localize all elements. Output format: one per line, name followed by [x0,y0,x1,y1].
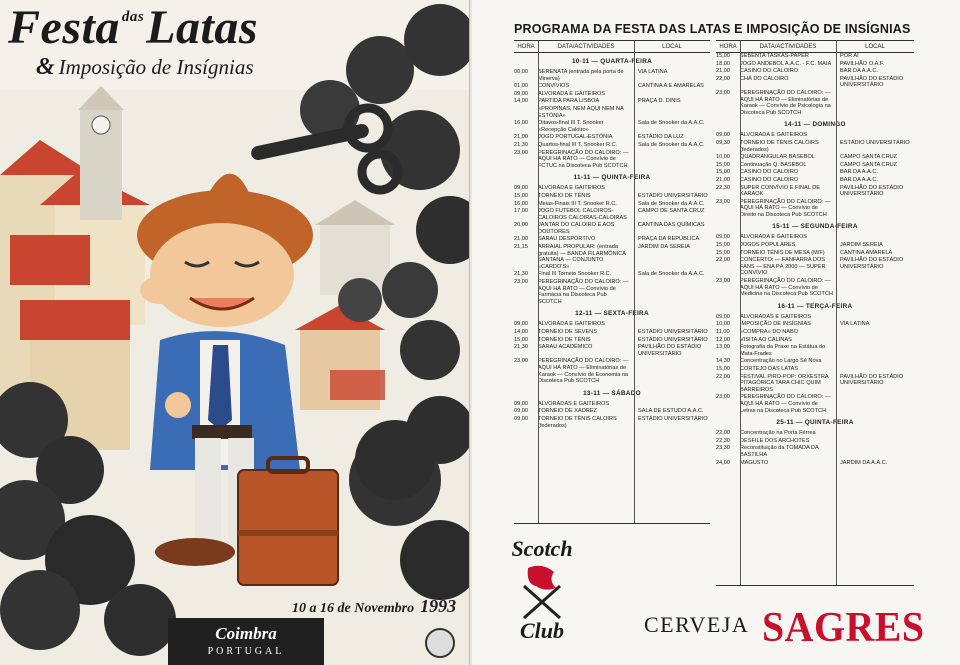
row-activity: ALVORADA E GAITEIROS [538,185,606,192]
row-activity: ALVORADA E GAITEIROS [538,90,606,97]
schedule-row [716,445,914,458]
row-time: 11,00 [716,329,730,335]
schedule-row [514,344,710,357]
row-activity: SERENATA (entrada pela porta de Minerva) [538,69,624,82]
country-name: PORTUGAL [207,646,285,657]
row-activity: ALVORADA E GAITEIROS [740,132,808,139]
cerveja-label: CERVEJA [644,612,750,637]
row-time: 16,00 [514,120,528,127]
row-location [634,401,710,408]
row-location [634,150,710,170]
row-location [634,358,710,384]
schedule-row [716,366,914,373]
row-activity: SEBENTA TASKAS-PAPER [740,53,809,59]
row-time: 09,00 [514,400,528,407]
row-activity: PEREGRINAÇÃO DO CALOIRO: — AQUI HÁ RATO — Convívio de FCTUC na Discoteca Pub SCOTCH [538,149,629,169]
row-time: 15,00 [716,242,730,249]
row-location [836,132,914,139]
row-time: 21,00 [716,68,730,75]
row-activity: MAGUSTO [740,459,769,466]
row-time: 14,30 [716,358,730,365]
row-time: 09,00 [514,90,528,97]
schedule-row [716,53,914,60]
row-location: SALA DE ESTUDO A.A.C. [638,408,704,415]
row-location: CAMPO DE SANTA CRUZ [638,208,705,215]
row-activity: VISITA AO CALINAS [740,336,792,343]
row-activity: ALVORADAS E GAITEIROS [740,313,812,320]
schedule-row [716,344,914,357]
schedule-row [514,193,710,200]
row-activity: SARAU DESPORTIVO [538,236,596,243]
row-time: 15,00 [716,249,730,256]
schedule-row [514,358,710,384]
row-activity: PEREGRINAÇÃO DO CALOIRO: — AQUI HÁ RATO — Convívio de Direito na Discoteca Pub SCOTCH [740,198,831,218]
row-activity: TORNEIO DE TÉNIS [538,336,591,343]
row-time: 12,00 [716,336,730,343]
row-location [634,279,710,305]
row-location: Sala de Snooker da A.A.C. [638,120,705,127]
schedule-row [514,337,710,344]
schedule-row [514,222,710,235]
schedule-row [716,278,914,298]
row-time: 22,30 [716,437,730,444]
schedule-row [716,438,914,445]
row-time: 09,00 [716,132,730,139]
schedule-row [514,208,710,221]
row-location [836,344,914,357]
schedule-row [514,142,710,149]
schedule-row [716,68,914,75]
schedule-row [716,430,914,437]
row-activity: CASINO DO CALOIRO [740,68,799,75]
row-time: 09,00 [716,234,730,241]
row-time: 21,30 [514,344,528,351]
row-activity: TORNEIO DE XADREZ [538,408,597,415]
schedule-row [716,185,914,198]
row-location: ESTÁDIO UNIVERSITÁRIO [840,139,910,146]
program-title: PROGRAMA DA FESTA DAS LATAS E IMPOSIÇÃO DE INSÍGNIAS [514,22,911,36]
row-time: 09,00 [514,408,528,415]
row-time: 17,00 [514,208,528,215]
row-location [634,321,710,328]
row-time: 22,00 [716,257,730,264]
row-activity: JOGO PORTUGAL-ESTÓNIA [538,134,613,141]
schedule-row [514,150,710,170]
day-heading: 13-11 — SÁBADO [583,389,641,397]
row-activity: Quartos-final III T. Snooker R.C. [538,141,618,148]
row-time: 15,00 [716,53,730,59]
row-location: CAMPO SANTA CRUZ [840,154,898,161]
schedule-row [716,257,914,277]
schedule-row [716,321,914,328]
schedule-row [514,185,710,192]
row-time: 14,00 [514,98,528,105]
row-location: ESTÁDIO UNIVERSITÁRIO [638,192,708,199]
row-activity: IMPOSIÇÃO DE INSÍGNIAS [740,321,811,328]
row-activity: Meias-Finais III T. Snooker R.C. [538,200,617,207]
program-page [472,0,960,665]
row-time: 22,00 [716,430,730,437]
row-activity: CONCERTO: — FANFARRA DOS FANS — ENA PÁ 2000 — SUPER CONVÍVIO [740,257,826,277]
row-activity: TORNEIO DE TÉNIS CALOIRS (federados) [740,139,819,153]
row-activity: PEREGRINAÇÃO DO CALOIRO: — AQUI HÁ RATO — Eliminatórias de Karaok — Convívio de Economia na Discoteca Pub SCOTCH [538,358,629,385]
row-location: BAR DA A.A.C. [840,169,878,176]
schedule-row [514,106,710,119]
row-location [836,394,914,414]
schedule-row [514,83,710,90]
schedule-row [514,201,710,208]
schedule-row [514,401,710,408]
row-location: CANTINA A E AMARELAS [638,83,704,90]
row-time: 10,00 [716,321,730,328]
schedule-row [716,358,914,365]
row-location [836,314,914,321]
day-heading: 11-11 — QUINTA-FEIRA [573,174,651,182]
poster-title: Festa $^{das}$Latas [8,1,259,54]
row-time: 09,00 [514,415,528,422]
schedule-row [716,314,914,321]
row-location [836,358,914,365]
row-activity: DESFILE DOS ARCHOTES [740,437,810,444]
row-activity: «PROPINAS, NEM AQUI NEM NA ESTÓNIA» [538,105,624,119]
row-time: 23,00 [716,198,730,205]
row-time: 15,00 [716,161,730,168]
schedule-row [716,162,914,169]
row-activity: Reconstituição da TOMADA DA BASTILHA [740,445,819,458]
row-activity: Continuação Q. BASEBOL [740,161,807,168]
row-activity: PEREGRINAÇÃO DO CALOIRO: — AQUI HÁ RATO — Convívio de Letras na Discoteca Pub SCOTCH [740,394,831,414]
row-activity: Fotografia da Praxe na Estátua do Mata-Frades [740,344,826,357]
schedule-row [716,394,914,414]
row-time: 22,00 [716,75,730,82]
row-time: 21,15 [514,244,528,251]
schedule-row [514,408,710,415]
row-time: 23,00 [716,89,730,96]
row-activity: JOGOS POPULARES [740,242,796,249]
row-time: 21,30 [514,141,528,148]
row-activity: TORNEIO TÉNIS DE MESA (M/F) [740,249,825,256]
row-location: ESTÁDIO UNIVERSITÁRIO [638,336,708,343]
day-heading: 16-11 — TERÇA-FEIRA [777,302,853,310]
schedule-row [716,242,914,249]
schedule-row [514,279,710,305]
schedule-row [514,271,710,278]
row-location: POR AÍ [840,53,859,59]
row-time: 13,00 [716,344,730,351]
row-location [836,445,914,458]
row-activity: ALVORADAS E GAITEIROS [538,400,610,407]
row-location: JARDIM SEREIA [840,242,883,249]
row-activity: Oitavos-final III T. Snooker «Recepção Caloiro» [538,120,604,133]
schedule-row [514,120,710,133]
row-activity: PEREGRINAÇÃO DO CALOIRO: — AQUI HÁ RATO — Convívio de Medicina na Discoteca Pub SCOTCH [740,278,833,298]
row-time: 15,00 [716,169,730,176]
row-activity: PEREGRINAÇÃO DO CALOIRO: — AQUI HÁ RATO — Eliminatórias de Karaok — Convívio de Psicologia na Discoteca Pub SCOTCH [740,89,831,116]
day-heading: 25-11 — QUINTA-FEIRA [776,419,854,427]
row-location: JARDIM DA A.A.C. [840,459,888,466]
row-location [634,91,710,98]
row-time: 09,30 [716,139,730,146]
row-location: BAR DA A.A.C. [840,68,878,75]
schedule-row [716,250,914,257]
schedule-row [716,337,914,344]
row-activity: CORTEJO DAS LATAS [740,365,799,372]
row-time: 21,00 [716,176,730,183]
schedule-row [716,460,914,467]
row-location [836,234,914,241]
row-location: CANTINA DAS QUÍMICAS [638,222,705,229]
row-location [836,337,914,344]
row-activity: ALVORADA E GAITEIROS [538,321,606,328]
poster-dates: 10 a 16 de Novembro 1993 [292,596,457,616]
row-activity: «COMPRA» DO NABO [740,329,799,335]
row-time: 24,00 [716,459,730,466]
schedule-row [716,90,914,116]
schedule-table-right [716,40,914,586]
row-location: JARDIM DA SEREIA [638,244,690,251]
row-activity: JOGO FUTEBOL CALOIROS-CALOIROS CALOIRAS-CALOIRAS [538,208,627,221]
row-location [836,438,914,445]
row-location [836,199,914,219]
row-activity: CASINO DO CALOIRO [740,176,799,183]
row-time: 10,00 [716,154,730,161]
row-location: Sala de Snooker da A.A.C. [638,141,705,148]
scotch-club-logo: Scotch Club [511,536,573,643]
row-location: PAVILHÃO DO ESTÁDIO UNIVERSITÁRIO [840,184,904,198]
row-time: 20,00 [514,222,528,229]
schedule-row [514,416,710,429]
schedule-row [514,244,710,270]
row-location: CAMPO SANTA CRUZ [840,161,898,168]
row-location [836,430,914,437]
row-activity: Final III Torneio Snooker R.C. [538,271,612,278]
row-time [514,106,538,119]
row-time: 21,30 [514,271,528,278]
schedule-row [716,61,914,68]
row-activity: QUADRANGULAR BASEBOL [740,154,815,161]
row-activity: Concentração na Porta Férrea [740,430,816,437]
row-time: 23,30 [716,445,730,452]
schedule-row [716,132,914,139]
row-location: PAVILHÃO O.A.F. [840,60,885,67]
sagres-logo: SAGRES [762,605,925,651]
coimbra-label-box [168,618,324,665]
row-activity: CONVÍVIOS [538,83,570,90]
schedule-row [716,234,914,241]
row-location: ESTÁDIO UNIVERSITÁRIO [638,329,708,335]
row-time: 01,00 [514,83,528,90]
seal-icon [425,628,455,658]
schedule-row [514,134,710,141]
row-time: 15,00 [716,365,730,372]
row-time: 15,00 [514,336,528,343]
row-activity: ALVORADA E GAITEIROS [740,234,808,241]
table-header: HORA DATA/ACTIVIDADES LOCAL [716,41,914,53]
row-location [836,366,914,373]
day-heading: 10-11 — QUARTA-FEIRA [571,58,653,65]
row-time: 22,00 [716,373,730,380]
lion-crest-icon [518,562,566,620]
poster-subtitle: & Imposição de Insígnias [36,54,254,80]
row-location [836,329,914,336]
row-time: 18,00 [716,60,730,67]
row-location [634,185,710,192]
row-activity: CHÁ DO CALOIRO [740,75,789,82]
row-time: 23,00 [514,358,528,365]
row-time: 23,00 [514,149,528,156]
row-location: PRAÇA D. DINIS [638,98,681,105]
row-activity: TORNEIO DE SEVENS [538,329,597,335]
row-location: PAVILHÃO DO ESTÁDIO UNIVERSITÁRIO [840,373,904,387]
row-time: 23,00 [716,394,730,401]
schedule-row [514,329,710,336]
schedule-row [514,98,710,105]
row-location: VIA LATINA [638,69,668,75]
schedule-row [716,374,914,394]
row-location: BAR DA A.A.C. [840,176,878,183]
schedule-row [716,329,914,336]
schedule-row [716,76,914,89]
row-location: PAVILHÃO DO ESTÁDIO UNIVERSITÁRIO [840,75,904,89]
row-location: ESTÁDIO DA LUZ [638,134,684,141]
row-time: 00,00 [514,69,528,75]
row-activity: PEREGRINAÇÃO DO CALOIRO: — AQUI HÁ RATO — Convívio de Farmácia na Discoteca Pub SCOTCH [538,279,629,305]
row-location: Sala de Snooker da A.A.C. [638,200,705,207]
schedule-row [716,177,914,184]
row-location: ESTÁDIO UNIVERSITÁRIO [638,415,708,422]
row-time: 22,30 [716,184,730,191]
row-location: PAVILHÃO DO ESTÁDIO UNIVERSITÁRIO [840,257,904,270]
row-time: 16,00 [514,200,528,207]
schedule-row [716,199,914,219]
day-heading: 15-11 — SEGUNDA-FEIRA [772,223,858,231]
row-location [836,90,914,116]
row-activity: JOGO ANDEBOL A.A.C. - F.C. MAIA [740,60,832,67]
row-activity: CASINO DO CALOIRO [740,169,799,176]
schedule-table-left [514,40,710,524]
city-name: Coimbra [215,624,277,643]
row-time: 23,00 [716,278,730,285]
festival-poster [0,0,470,665]
row-time: 15,00 [514,192,528,199]
row-location: PRAÇA DA REPÚBLICA [638,236,700,243]
table-header: HORA DATA/ACTIVIDADES LOCAL [514,41,710,53]
row-location: VIA LATINA [840,321,870,328]
row-location: CANTINA AMARELA [840,249,893,256]
row-time: 09,00 [514,185,528,192]
row-activity: PARTIDA PARA LISBOA [538,98,600,105]
schedule-row [716,140,914,153]
schedule-row [514,321,710,328]
row-time: 23,00 [514,279,528,286]
row-time: 21,00 [514,236,528,243]
row-time: 21,00 [514,134,528,141]
row-activity: ARRAIAL PROPULAR: (entrada gratuita) — BANDA FILARMÓNICA SANTANA — CONJUNTO «CARDO'S» [538,244,626,270]
schedule-row [514,236,710,243]
row-time: 09,00 [514,321,528,328]
schedule-row [716,154,914,161]
row-location [836,278,914,298]
row-time: 14,00 [514,329,528,335]
schedule-row [716,169,914,176]
row-activity: FESTIVAL PIRO-POP: ORXESTRA PITAGÓRICA TARA CHIC QUIM BARREIROS [740,373,829,393]
row-activity: TORNEIO DE TÉNIS [538,192,591,199]
schedule-row [514,91,710,98]
poster-illustration [0,0,470,665]
row-time: 09,00 [716,313,730,320]
day-heading: 14-11 — DOMINGO [784,121,846,129]
day-heading: 12-11 — SEXTA-FEIRA [575,310,649,318]
row-activity: TORNEIO DE TÉNIS CALOIRS (federados) [538,415,617,429]
row-activity: Concentração no Largo Sé Nova [740,358,822,365]
schedule-row [514,69,710,82]
row-activity: SUPER CONVÍVIO E FINAL DE KARAOK [740,184,820,198]
row-location [634,106,710,119]
row-location: PAVILHÃO DO ESTÁDIO UNIVERSITÁRIO [638,344,702,357]
row-location: Sala de Snooker da A.A.C. [638,271,705,278]
row-activity: SARAU ACADÉMICO [538,344,593,351]
row-activity: JANTAR DO CALOIRO E AOS DOUTORES [538,222,615,235]
